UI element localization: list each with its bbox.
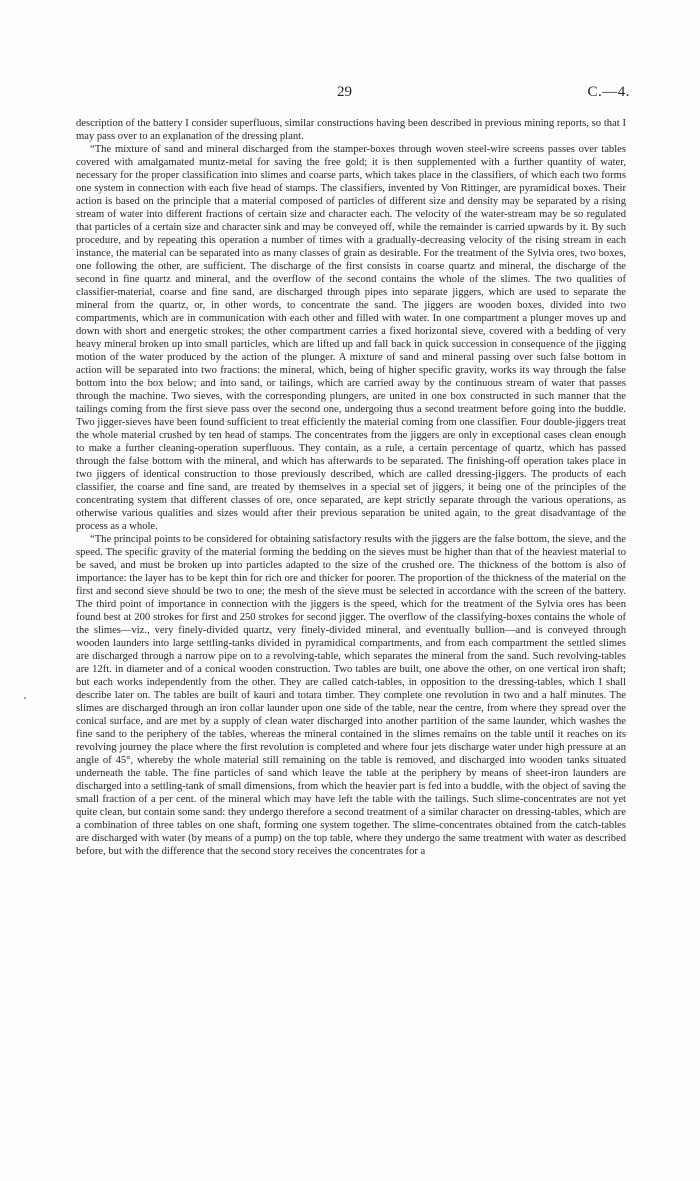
- paragraph-jigger-principles: “The principal points to be considered for obtaining satisfactory results with the jiggers are the false bottom, the sieve, and the speed. The specific gravity of the material forming the bedding on the sieves must be higher than that of the heaviest material to be saved, and must be broken up into particles adapted to the size of the crushed ore. The thickness of the bottom is also of importance: the layer has to be kept thin for rich ore and thicker for poorer. The proportion of the thickness of the material on the first and second sieve should be two to one; the mesh of the sieve must be selected in accordance with the screen of the battery. The third point of importance in connection with the jiggers is the speed, which for the treatment of the Sylvia ores has been found best at 200 strokes for first and 250 strokes for second jigger. The overflow of the classifying-boxes contains the whole of the slimes—viz., very finely-divided quartz, very finely-divided mineral, and eventually bullion—and is conveyed through wooden launders into large settling-tanks divided in pyramidical compartments, and from each compartment the settled slimes are discharged through a narrow pipe on to a revolving-table, which separates the mineral from the sand. Such revolving-tables are 12ft. in diameter and of a conical wooden construction. Two tables are built, one above the other, on one vertical iron shaft; but each works independently from the other. They are called catch-tables, in opposition to the dressing-tables, which I shall describe later on. The tables are built of kauri and totara timber. They complete one revolution in two and a half minutes. The slimes are discharged through an iron collar launder upon one side of the table, near the centre, from where they spread over the conical surface, and are met by a supply of clean water discharged into another partition of the same launder, which washes the fine sand to the periphery of the tables, whereas the mineral contained in the slimes remains on the table until it reaches on its revolving journey the place where the first revolution is completed and where four jets discharge water under high pressure at an angle of 45°, whereby the whole material still remaining on the table is removed, and discharged into wooden tanks situated underneath the table. The fine particles of sand which leave the table at the periphery by means of sheet-iron launders are discharged into a settling-tank of small dimensions, from which the heavier part is fed into a buddle, with the object of saving the small fraction of a per cent. of the mineral which may have left the table with the tailings. Such slime-concentrates are not yet quite clean, but contain some sand: they undergo therefore a second treatment of a similar character on dressing-tables, which are a combination of three tables on one shaft, forming one system together. The slime-concentrates obtained from the catch-tables are discharged with water (by means of a pump) on the top table, where they undergo the same treatment with water as described before, but with the difference that the second story receives the concentrates for a: [76, 534, 626, 857]
- body-text: [76, 117, 626, 858]
- page-header: [0, 84, 700, 104]
- scan-speck: [24, 697, 26, 699]
- document-reference: C.—4.: [587, 84, 630, 100]
- paragraph-continued: description of the battery I consider superfluous, similar constructions having been described in previous mining reports, so that I may pass over to an explanation of the dressing plant.: [76, 118, 626, 142]
- paragraph-dressing-plant: “The mixture of sand and mineral discharged from the stamper-boxes through woven steel-wire screens passes over tables covered with amalgamated muntz-metal for saving the free gold; it is then supplemented with a further quantity of water, necessary for the proper classification into slimes and coarse parts, which takes place in the classifiers, of which each two forms one system in connection with each five head of stamps. The classifiers, invented by Von Rittinger, are pyramidical boxes. Their action is based on the principle that a material composed of particles of different size and density may be separated by a rising stream of water into different fractions of certain size and character each. The velocity of the water-stream may be so regulated that particles of a certain size and character sink and may be conveyed off, while the remainder is carried upwards by it. By such procedure, and by repeating this operation a number of times with a gradually-decreasing velocity of the rising stream in each instance, the material can be separated into as many classes of grain as desirable. For the treatment of the Sylvia ores, two boxes, one following the other, are sufficient. The discharge of the first consists in coarse quartz and mineral, the discharge of the second in fine quartz and mineral, and the overflow of the second contains the whole of the slimes. The two qualities of classifier-material, coarse and fine sand, are discharged through pipes into separate jiggers, which are used to separate the mineral from the quartz, or, in other words, to concentrate the sand. The jiggers are wooden boxes, divided into two compartments, which are in communication with each other and filled with water. In one compartment a plunger moves up and down with short and energetic strokes; the other compartment carries a fixed horizontal sieve, covered with a bedding of very heavy mineral broken up into small particles, which are lifted up and fall back in quick succession in consequence of the jigging motion of the water produced by the action of the plunger. A mixture of sand and mineral passing over such false bottom in action will be separated into two fractions: the mineral, which, being of higher specific gravity, works its way through the false bottom into the box below; and into sand, or tailings, which are carried away by the continuous stream of water that passes through the machine. Two sieves, with the corresponding plungers, are united in one box constructed in such manner that the tailings coming from the first sieve pass over the second one, undergoing thus a second treatment before going into the buddle. Two jigger-sieves have been found sufficient to treat efficiently the material coming from one classifier. Four double-jiggers treat the whole material crushed by ten head of stamps. The concentrates from the jiggers are only in exceptional cases clean enough to make a further cleaning-operation superfluous. They contain, as a rule, a certain percentage of quartz, which has passed through the false bottom with the mineral, and which has afterwards to be separated. The finishing-off operation takes place in two jiggers of identical construction to those previously described, which are called dressing-jiggers. The products of each classifier, the coarse and fine sand, are treated by themselves in a special set of jiggers, it being one of the principles of the concentrating system that different classes of ore, once separated, are kept strictly separate through the various operations, as otherwise various qualities and sizes would after their previous separation be united again, to the great disadvantage of the process as a whole.: [76, 144, 626, 532]
- page-number: 29: [337, 84, 352, 100]
